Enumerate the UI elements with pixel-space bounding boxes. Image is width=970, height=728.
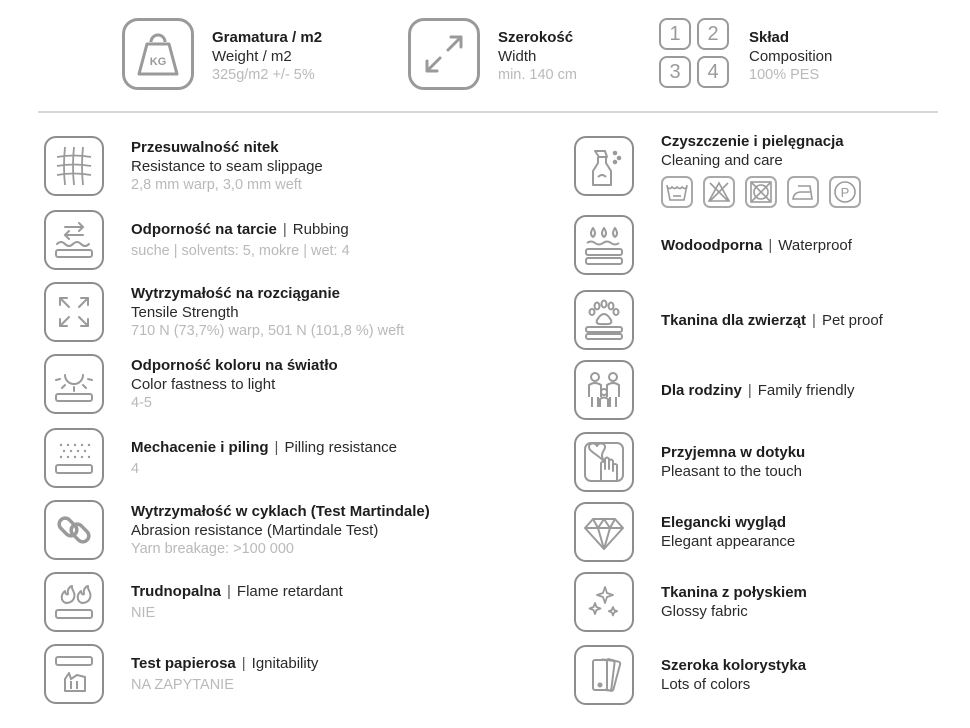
care-symbols <box>661 176 871 208</box>
spec-waterproof: Wodoodporna | Waterproof <box>574 215 852 275</box>
paw-icon <box>574 290 634 350</box>
no-tumble-dry-icon <box>745 176 777 208</box>
spec-touch: Przyjemna w dotyku Pleasant to the touch <box>574 432 805 492</box>
wash-30-icon <box>661 176 693 208</box>
spec-martindale: Wytrzymałość w cyklach (Test Martindale) Abrasion resistance (Martindale Test) Yarn breakage: >100 000 <box>44 500 430 560</box>
composition-title-pl: Skład <box>749 29 790 46</box>
svg-text:P: P <box>840 185 850 200</box>
divider <box>38 111 938 113</box>
spec-cleaning: Czyszczenie i pielęgnacja Cleaning and care P <box>574 132 871 208</box>
composition-value: 100% PES <box>749 67 820 83</box>
spec-weight <box>122 18 322 90</box>
spec-rubbing: Odporność na tarcie | Rubbing suche | solvents: 5, mokre | wet: 4 <box>44 210 350 270</box>
color-swatches-icon <box>574 645 634 705</box>
composition-title-en: Composition <box>749 48 833 65</box>
diamond-icon <box>574 502 634 562</box>
spec-flame: Trudnopalna | Flame retardant NIE <box>44 572 343 632</box>
spec-light-fastness: Odporność koloru na światło Color fastness to light 4-5 <box>44 354 338 414</box>
family-icon <box>574 360 634 420</box>
spec-tensile: Wytrzymałość na rozciąganie Tensile Strength 710 N (73,7%) warp, 501 N (101,8 %) weft <box>44 282 404 342</box>
spec-pet-proof: Tkanina dla zwierząt | Pet proof <box>574 290 883 350</box>
spec-colors: Szeroka kolorystyka Lots of colors <box>574 645 806 705</box>
chain-link-icon <box>44 500 104 560</box>
spec-width <box>408 18 577 90</box>
width-value: min. 140 cm <box>498 67 577 83</box>
kettlebell-icon <box>122 18 194 90</box>
cigarette-icon <box>44 644 104 704</box>
composition-digits-icon: 1 2 3 4 <box>659 18 729 88</box>
spec-family: Dla rodziny | Family friendly <box>574 360 854 420</box>
spec-glossy: Tkanina z połyskiem Glossy fabric <box>574 572 807 632</box>
spec-pilling: Mechacenie i piling | Pilling resistance 4 <box>44 428 397 488</box>
sparkle-icon <box>574 572 634 632</box>
svg-text:KG: KG <box>149 56 167 68</box>
spec-elegant: Elegancki wygląd Elegant appearance <box>574 502 795 562</box>
spec-seam-slippage: Przesuwalność nitek Resistance to seam slippage 2,8 mm warp, 3,0 mm weft <box>44 136 323 196</box>
weight-value: 325g/m2 +/- 5% <box>212 67 315 83</box>
sun-icon <box>44 354 104 414</box>
resize-arrows-icon <box>408 18 480 90</box>
rubbing-icon <box>44 210 104 270</box>
dry-clean-p-icon <box>829 176 861 208</box>
water-drops-icon <box>574 215 634 275</box>
width-title-en: Width <box>498 48 537 65</box>
stretch-arrows-icon <box>44 282 104 342</box>
iron-icon <box>787 176 819 208</box>
spec-composition <box>659 18 832 88</box>
hand-heart-icon <box>574 432 634 492</box>
spec-ignitability: Test papierosa | Ignitability NA ZAPYTANIE <box>44 644 318 704</box>
weight-title-en: Weight / m2 <box>212 48 292 65</box>
pilling-icon <box>44 428 104 488</box>
no-bleach-icon <box>703 176 735 208</box>
spray-bottle-icon <box>574 136 634 196</box>
width-title-pl: Szerokość <box>498 29 574 46</box>
flame-icon <box>44 572 104 632</box>
grid-icon <box>44 136 104 196</box>
weight-title-pl: Gramatura / m2 <box>212 29 323 46</box>
